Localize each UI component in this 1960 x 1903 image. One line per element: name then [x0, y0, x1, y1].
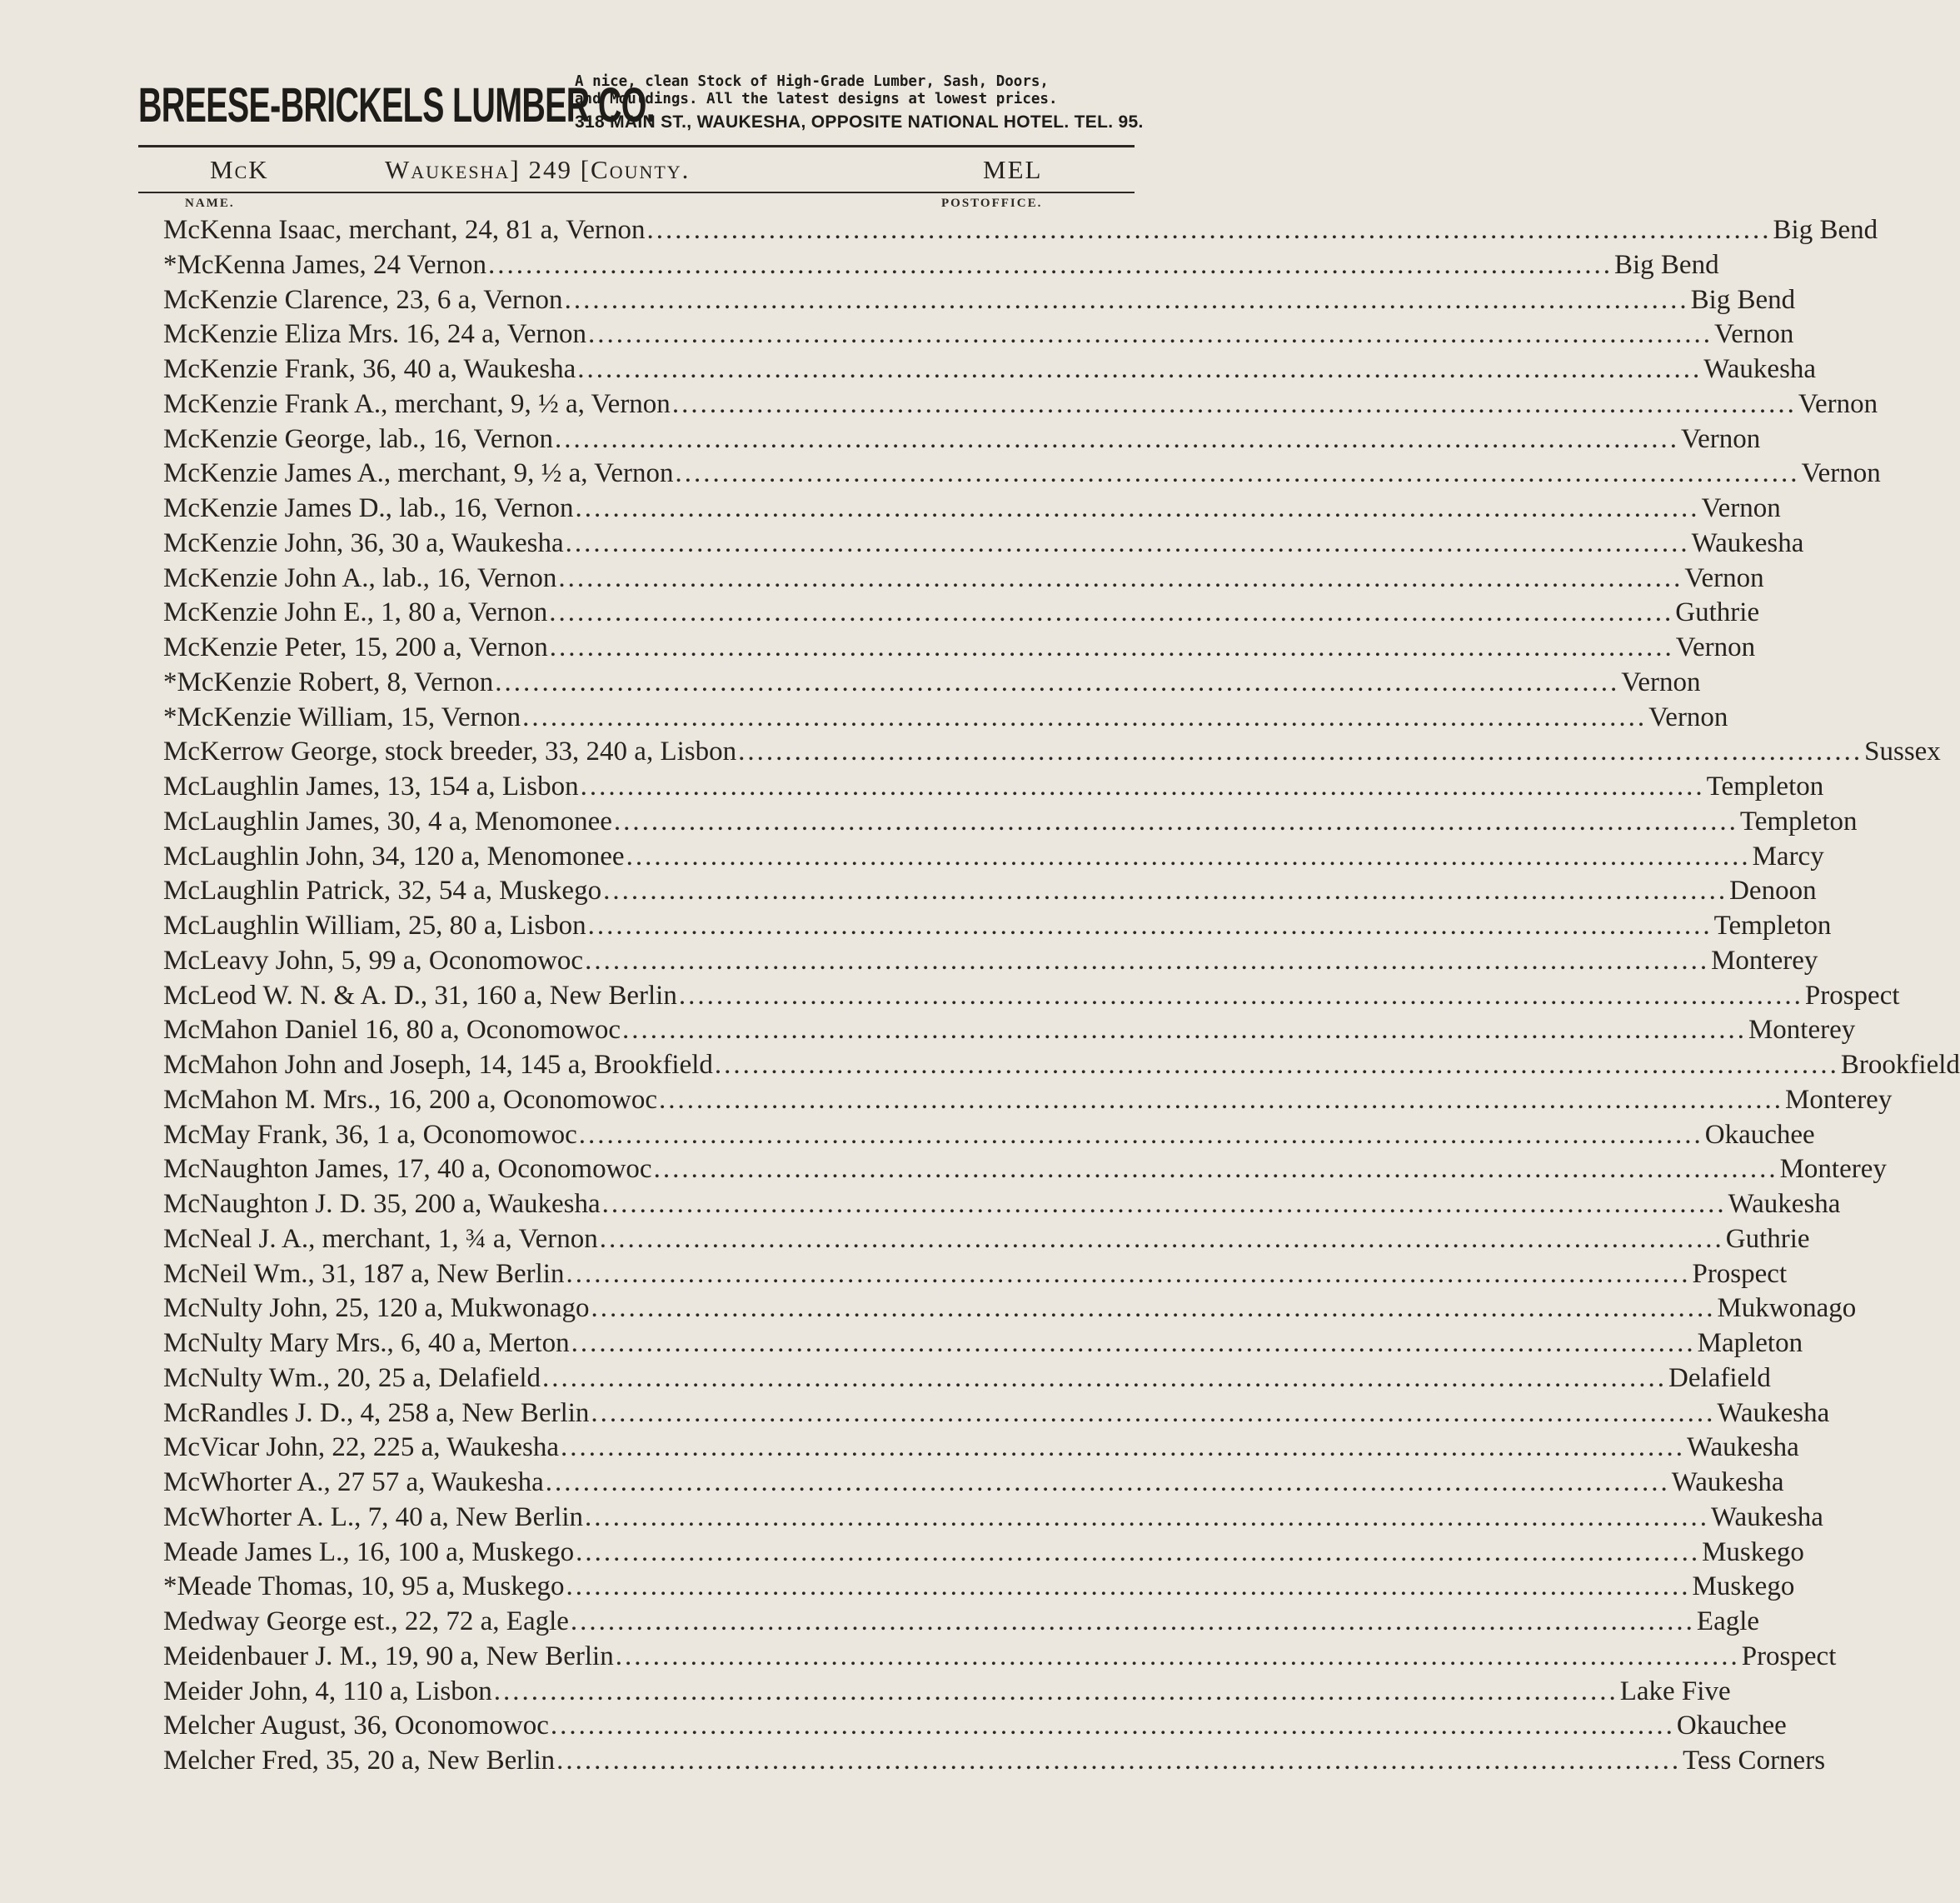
entry-postoffice: Waukesha	[1671, 1467, 1784, 1497]
directory-entry	[163, 352, 1817, 387]
directory-entry	[163, 1152, 1887, 1187]
directory-entry	[163, 1536, 1804, 1571]
running-head	[138, 151, 1135, 189]
entry-name-details: McLeod W. N. & A. D., 31, 160 a, New Berlin	[163, 980, 677, 1011]
entry-postoffice: Muskego	[1702, 1536, 1804, 1567]
entry-postoffice: Waukesha	[1717, 1397, 1830, 1428]
entry-name-details: Meider John, 4, 110 a, Lisbon	[163, 1676, 492, 1706]
directory-entry	[163, 1640, 1837, 1675]
dot-leader: ........................................................................................................................	[550, 1711, 1675, 1741]
entry-name-details: McNaughton James, 17, 40 a, Oconomowoc	[163, 1154, 652, 1185]
dot-leader: ........................................................................................................................	[653, 1154, 1778, 1185]
entry-postoffice: Okauchee	[1676, 1711, 1787, 1741]
dot-leader: ........................................................................................................................	[585, 945, 1710, 976]
dot-leader: ........................................................................................................................	[564, 284, 1689, 315]
entry-name-details: McWhorter A. L., 7, 40 a, New Berlin	[163, 1501, 584, 1532]
dot-leader: ........................................................................................................................	[545, 1467, 1670, 1497]
entry-name-details: McKenzie Eliza Mrs. 16, 24 a, Vernon	[163, 319, 587, 350]
dot-leader: ........................................................................................................................	[577, 354, 1703, 384]
entry-name-details: Melcher Fred, 35, 20 a, New Berlin	[163, 1746, 556, 1776]
ad-address-line: 318 MAIN ST., WAUKESHA, OPPOSITE NATIONAL HOTEL. TEL. 95.	[575, 112, 1144, 132]
directory-entry	[163, 805, 1858, 840]
dot-leader: ........................................................................................................................	[626, 841, 1751, 872]
entry-postoffice: Okauchee	[1704, 1119, 1815, 1150]
entry-name-details: McNeil Wm., 31, 187 a, New Berlin	[163, 1258, 565, 1289]
directory-entry	[163, 666, 1701, 701]
entry-name-details: *Meade Thomas, 10, 95 a, Muskego	[163, 1571, 565, 1602]
entry-postoffice: Monterey	[1785, 1084, 1893, 1115]
entry-name-details: McMahon M. Mrs., 16, 200 a, Oconomowoc	[163, 1084, 658, 1115]
entry-postoffice: Eagle	[1696, 1606, 1760, 1636]
directory-entry	[163, 562, 1764, 597]
directory-entry	[163, 1605, 1760, 1640]
header-divider	[138, 145, 1135, 147]
dot-leader: ........................................................................................................................	[671, 388, 1797, 419]
directory-entry	[163, 1257, 1788, 1292]
entry-postoffice: Waukesha	[1711, 1501, 1823, 1532]
entry-name-details: McKenzie James A., merchant, 9, ½ a, Vernon	[163, 458, 674, 489]
entry-name-details: McNeal J. A., merchant, 1, ¾ a, Vernon	[163, 1223, 598, 1254]
directory-entry	[163, 1048, 1960, 1083]
entry-postoffice: Big Bend	[1613, 249, 1719, 280]
directory-entry	[163, 422, 1761, 457]
entry-name-details: *McKenzie Robert, 8, Vernon	[163, 667, 494, 697]
dot-leader: ........................................................................................................................	[591, 1293, 1716, 1324]
entry-name-details: McNaughton J. D. 35, 200 a, Waukesha	[163, 1189, 601, 1219]
directory-entry	[163, 1222, 1810, 1257]
entry-postoffice: Monterey	[1779, 1154, 1887, 1185]
dot-leader: ........................................................................................................................	[566, 1258, 1691, 1289]
entry-name-details: McNulty Mary Mrs., 6, 40 a, Merton	[163, 1328, 570, 1358]
entry-postoffice: Denoon	[1729, 876, 1817, 907]
running-head-right: MEL	[983, 155, 1043, 184]
directory-entry	[163, 631, 1756, 666]
directory-entry	[163, 770, 1824, 805]
dot-leader: ........................................................................................................................	[621, 1015, 1747, 1046]
dot-leader: ........................................................................................................................	[646, 215, 1772, 245]
dot-leader: ........................................................................................................................	[575, 493, 1700, 523]
entry-postoffice: Templeton	[1706, 772, 1824, 802]
entry-postoffice: Vernon	[1648, 702, 1728, 732]
dot-leader: ........................................................................................................................	[565, 527, 1690, 558]
directory-entry	[163, 1744, 1826, 1779]
entry-postoffice: Vernon	[1675, 632, 1756, 662]
entry-postoffice: Vernon	[1621, 667, 1701, 697]
dot-leader: ........................................................................................................................	[678, 980, 1803, 1011]
dot-leader: ........................................................................................................................	[560, 1432, 1685, 1463]
entry-name-details: McKenzie James D., lab., 16, Vernon	[163, 493, 574, 523]
entry-postoffice: Vernon	[1801, 458, 1881, 489]
directory-entries	[163, 213, 1960, 1779]
directory-entry	[163, 1709, 1787, 1744]
directory-entry	[163, 387, 1878, 422]
entry-postoffice: Lake Five	[1619, 1676, 1731, 1706]
entry-postoffice: Templeton	[1739, 806, 1858, 837]
entry-name-details: McLeavy John, 5, 99 a, Oconomowoc	[163, 945, 584, 976]
dot-leader: ........................................................................................................................	[554, 423, 1679, 454]
directory-entry	[163, 874, 1817, 909]
dot-leader: ........................................................................................................................	[603, 876, 1728, 907]
entry-name-details: McLaughlin James, 30, 4 a, Menomonee	[163, 806, 612, 837]
dot-leader: ........................................................................................................................	[576, 1536, 1701, 1567]
directory-entry	[163, 248, 1719, 283]
entry-postoffice: Waukesha	[1686, 1432, 1799, 1463]
directory-entry	[163, 1013, 1856, 1048]
running-head-center: Waukesha] 249 [County.	[385, 155, 691, 184]
entry-name-details: McKenzie John, 36, 30 a, Waukesha	[163, 527, 564, 558]
entry-name-details: McKerrow George, stock breeder, 33, 240 a, Lisbon	[163, 737, 737, 767]
entry-name-details: McMay Frank, 36, 1 a, Oconomowoc	[163, 1119, 577, 1150]
directory-entry	[163, 596, 1760, 631]
dot-leader: ........................................................................................................................	[549, 632, 1674, 662]
dot-leader: ........................................................................................................................	[588, 319, 1713, 350]
directory-entry	[163, 283, 1796, 318]
directory-entry	[163, 909, 1832, 944]
entry-name-details: McKenzie John A., lab., 16, Vernon	[163, 562, 557, 593]
dot-leader: ........................................................................................................................	[738, 737, 1863, 767]
entry-postoffice: Vernon	[1798, 388, 1878, 419]
entry-postoffice: Sussex	[1864, 737, 1941, 767]
dot-leader: ........................................................................................................................	[558, 562, 1683, 593]
entry-postoffice: Monterey	[1748, 1015, 1856, 1046]
entry-name-details: McNulty Wm., 20, 25 a, Delafield	[163, 1362, 541, 1393]
dot-leader: ........................................................................................................................	[522, 702, 1648, 732]
running-head-left: McK	[210, 155, 269, 184]
directory-entry	[163, 701, 1728, 736]
entry-name-details: McKenzie John E., 1, 80 a, Vernon	[163, 597, 548, 628]
dot-leader: ........................................................................................................................	[542, 1362, 1668, 1393]
advertisement-header	[138, 68, 1144, 143]
entry-name-details: McLaughlin James, 13, 154 a, Lisbon	[163, 772, 579, 802]
entry-name-details: McVicar John, 22, 225 a, Waukesha	[163, 1432, 559, 1463]
directory-entry	[163, 1466, 1784, 1501]
directory-entry	[163, 1501, 1823, 1536]
directory-entry	[163, 840, 1824, 875]
dot-leader: ........................................................................................................................	[493, 1676, 1618, 1706]
directory-entry	[163, 1326, 1803, 1361]
entry-postoffice: Mukwonago	[1717, 1293, 1857, 1324]
entry-name-details: Meade James L., 16, 100 a, Muskego	[163, 1536, 575, 1567]
entry-postoffice: Waukesha	[1728, 1189, 1841, 1219]
directory-entry	[163, 527, 1804, 562]
ad-description	[575, 73, 1274, 137]
directory-entry	[163, 213, 1878, 248]
dot-leader: ........................................................................................................................	[591, 1397, 1716, 1428]
dot-leader: ........................................................................................................................	[599, 1223, 1724, 1254]
entry-postoffice: Prospect	[1804, 980, 1900, 1011]
entry-postoffice: Templeton	[1713, 911, 1832, 941]
directory-entry	[163, 944, 1818, 979]
dot-leader: ........................................................................................................................	[571, 1328, 1696, 1358]
ad-company-name: BREESE-BRICKELS LUMBER CO.	[138, 78, 655, 132]
dot-leader: ........................................................................................................................	[578, 1119, 1703, 1150]
entry-postoffice: Tess Corners	[1683, 1746, 1826, 1776]
entry-postoffice: Waukesha	[1691, 527, 1804, 558]
directory-entry	[163, 1570, 1795, 1605]
entry-postoffice: Waukesha	[1703, 354, 1817, 384]
directory-entry	[163, 1187, 1841, 1222]
entry-name-details: Meidenbauer J. M., 19, 90 a, New Berlin	[163, 1641, 614, 1671]
dot-leader: ........................................................................................................................	[556, 1746, 1682, 1776]
directory-entry	[163, 317, 1794, 352]
entry-name-details: Melcher August, 36, Oconomowoc	[163, 1711, 549, 1741]
dot-leader: ........................................................................................................................	[585, 1501, 1710, 1532]
column-header-postoffice: POSTOFFICE.	[941, 197, 1043, 210]
entry-postoffice: Marcy	[1752, 841, 1824, 872]
directory-entry	[163, 979, 1900, 1014]
entry-name-details: *McKenzie William, 15, Vernon	[163, 702, 521, 732]
entry-name-details: McKenna Isaac, merchant, 24, 81 a, Vernon	[163, 215, 646, 245]
entry-postoffice: Vernon	[1714, 319, 1794, 350]
entry-name-details: McLaughlin John, 34, 120 a, Menomonee	[163, 841, 625, 872]
entry-name-details: McKenzie Frank, 36, 40 a, Waukesha	[163, 354, 576, 384]
ad-line-2: and Mouldings. All the latest designs at lowest prices.	[575, 91, 1058, 107]
directory-entry	[163, 457, 1881, 492]
entry-postoffice: Prospect	[1741, 1641, 1837, 1671]
entry-name-details: McKenzie Clarence, 23, 6 a, Vernon	[163, 284, 563, 315]
entry-postoffice: Vernon	[1684, 562, 1764, 593]
column-header-name: NAME.	[185, 197, 235, 210]
entry-name-details: McRandles J. D., 4, 258 a, New Berlin	[163, 1397, 590, 1428]
directory-entry	[163, 1118, 1815, 1153]
dot-leader: ........................................................................................................................	[566, 1571, 1691, 1602]
dot-leader: ........................................................................................................................	[675, 458, 1800, 489]
entry-name-details: McLaughlin Patrick, 32, 54 a, Muskego	[163, 876, 602, 907]
dot-leader: ........................................................................................................................	[714, 1050, 1839, 1080]
entry-postoffice: Vernon	[1680, 423, 1761, 454]
directory-entry	[163, 492, 1781, 527]
directory-entry	[163, 1431, 1799, 1466]
dot-leader: ........................................................................................................................	[615, 1641, 1740, 1671]
entry-postoffice: Prospect	[1692, 1258, 1788, 1289]
entry-name-details: McKenzie Frank A., merchant, 9, ½ a, Vernon	[163, 388, 671, 419]
directory-entry	[163, 1291, 1857, 1326]
dot-leader: ........................................................................................................................	[601, 1189, 1727, 1219]
entry-postoffice: Brookfield	[1840, 1050, 1960, 1080]
dot-leader: ........................................................................................................................	[570, 1606, 1695, 1636]
dot-leader: ........................................................................................................................	[587, 911, 1713, 941]
dot-leader: ........................................................................................................................	[549, 597, 1674, 628]
entry-postoffice: Mapleton	[1697, 1328, 1803, 1358]
ad-line-1: A nice, clean Stock of High-Grade Lumber, Sash, Doors,	[575, 73, 1049, 90]
entry-name-details: McWhorter A., 27 57 a, Waukesha	[163, 1467, 544, 1497]
directory-entry	[163, 1083, 1893, 1118]
entry-name-details: McNulty John, 25, 120 a, Mukwonago	[163, 1293, 590, 1324]
entry-postoffice: Delafield	[1668, 1362, 1771, 1393]
entry-postoffice: Guthrie	[1725, 1223, 1810, 1254]
entry-postoffice: Big Bend	[1773, 215, 1878, 245]
running-head-divider	[138, 192, 1135, 193]
dot-leader: ........................................................................................................................	[659, 1084, 1784, 1115]
entry-name-details: Medway George est., 22, 72 a, Eagle	[163, 1606, 569, 1636]
entry-postoffice: Big Bend	[1690, 284, 1796, 315]
entry-name-details: McMahon Daniel 16, 80 a, Oconomowoc	[163, 1015, 621, 1046]
entry-name-details: McKenzie George, lab., 16, Vernon	[163, 423, 553, 454]
entry-name-details: *McKenna James, 24 Vernon	[163, 249, 486, 280]
directory-entry	[163, 1361, 1771, 1396]
dot-leader: ........................................................................................................................	[580, 772, 1705, 802]
entry-name-details: McMahon John and Joseph, 14, 145 a, Brookfield	[163, 1050, 713, 1080]
entry-name-details: McKenzie Peter, 15, 200 a, Vernon	[163, 632, 548, 662]
directory-entry	[163, 735, 1941, 770]
entry-postoffice: Monterey	[1711, 945, 1818, 976]
entry-name-details: McLaughlin William, 25, 80 a, Lisbon	[163, 911, 586, 941]
entry-postoffice: Guthrie	[1675, 597, 1760, 628]
dot-leader: ........................................................................................................................	[487, 249, 1613, 280]
entry-postoffice: Muskego	[1692, 1571, 1795, 1602]
dot-leader: ........................................................................................................................	[613, 806, 1738, 837]
dot-leader: ........................................................................................................................	[495, 667, 1620, 697]
entry-postoffice: Vernon	[1701, 493, 1781, 523]
directory-entry	[163, 1396, 1830, 1431]
directory-entry	[163, 1675, 1731, 1710]
